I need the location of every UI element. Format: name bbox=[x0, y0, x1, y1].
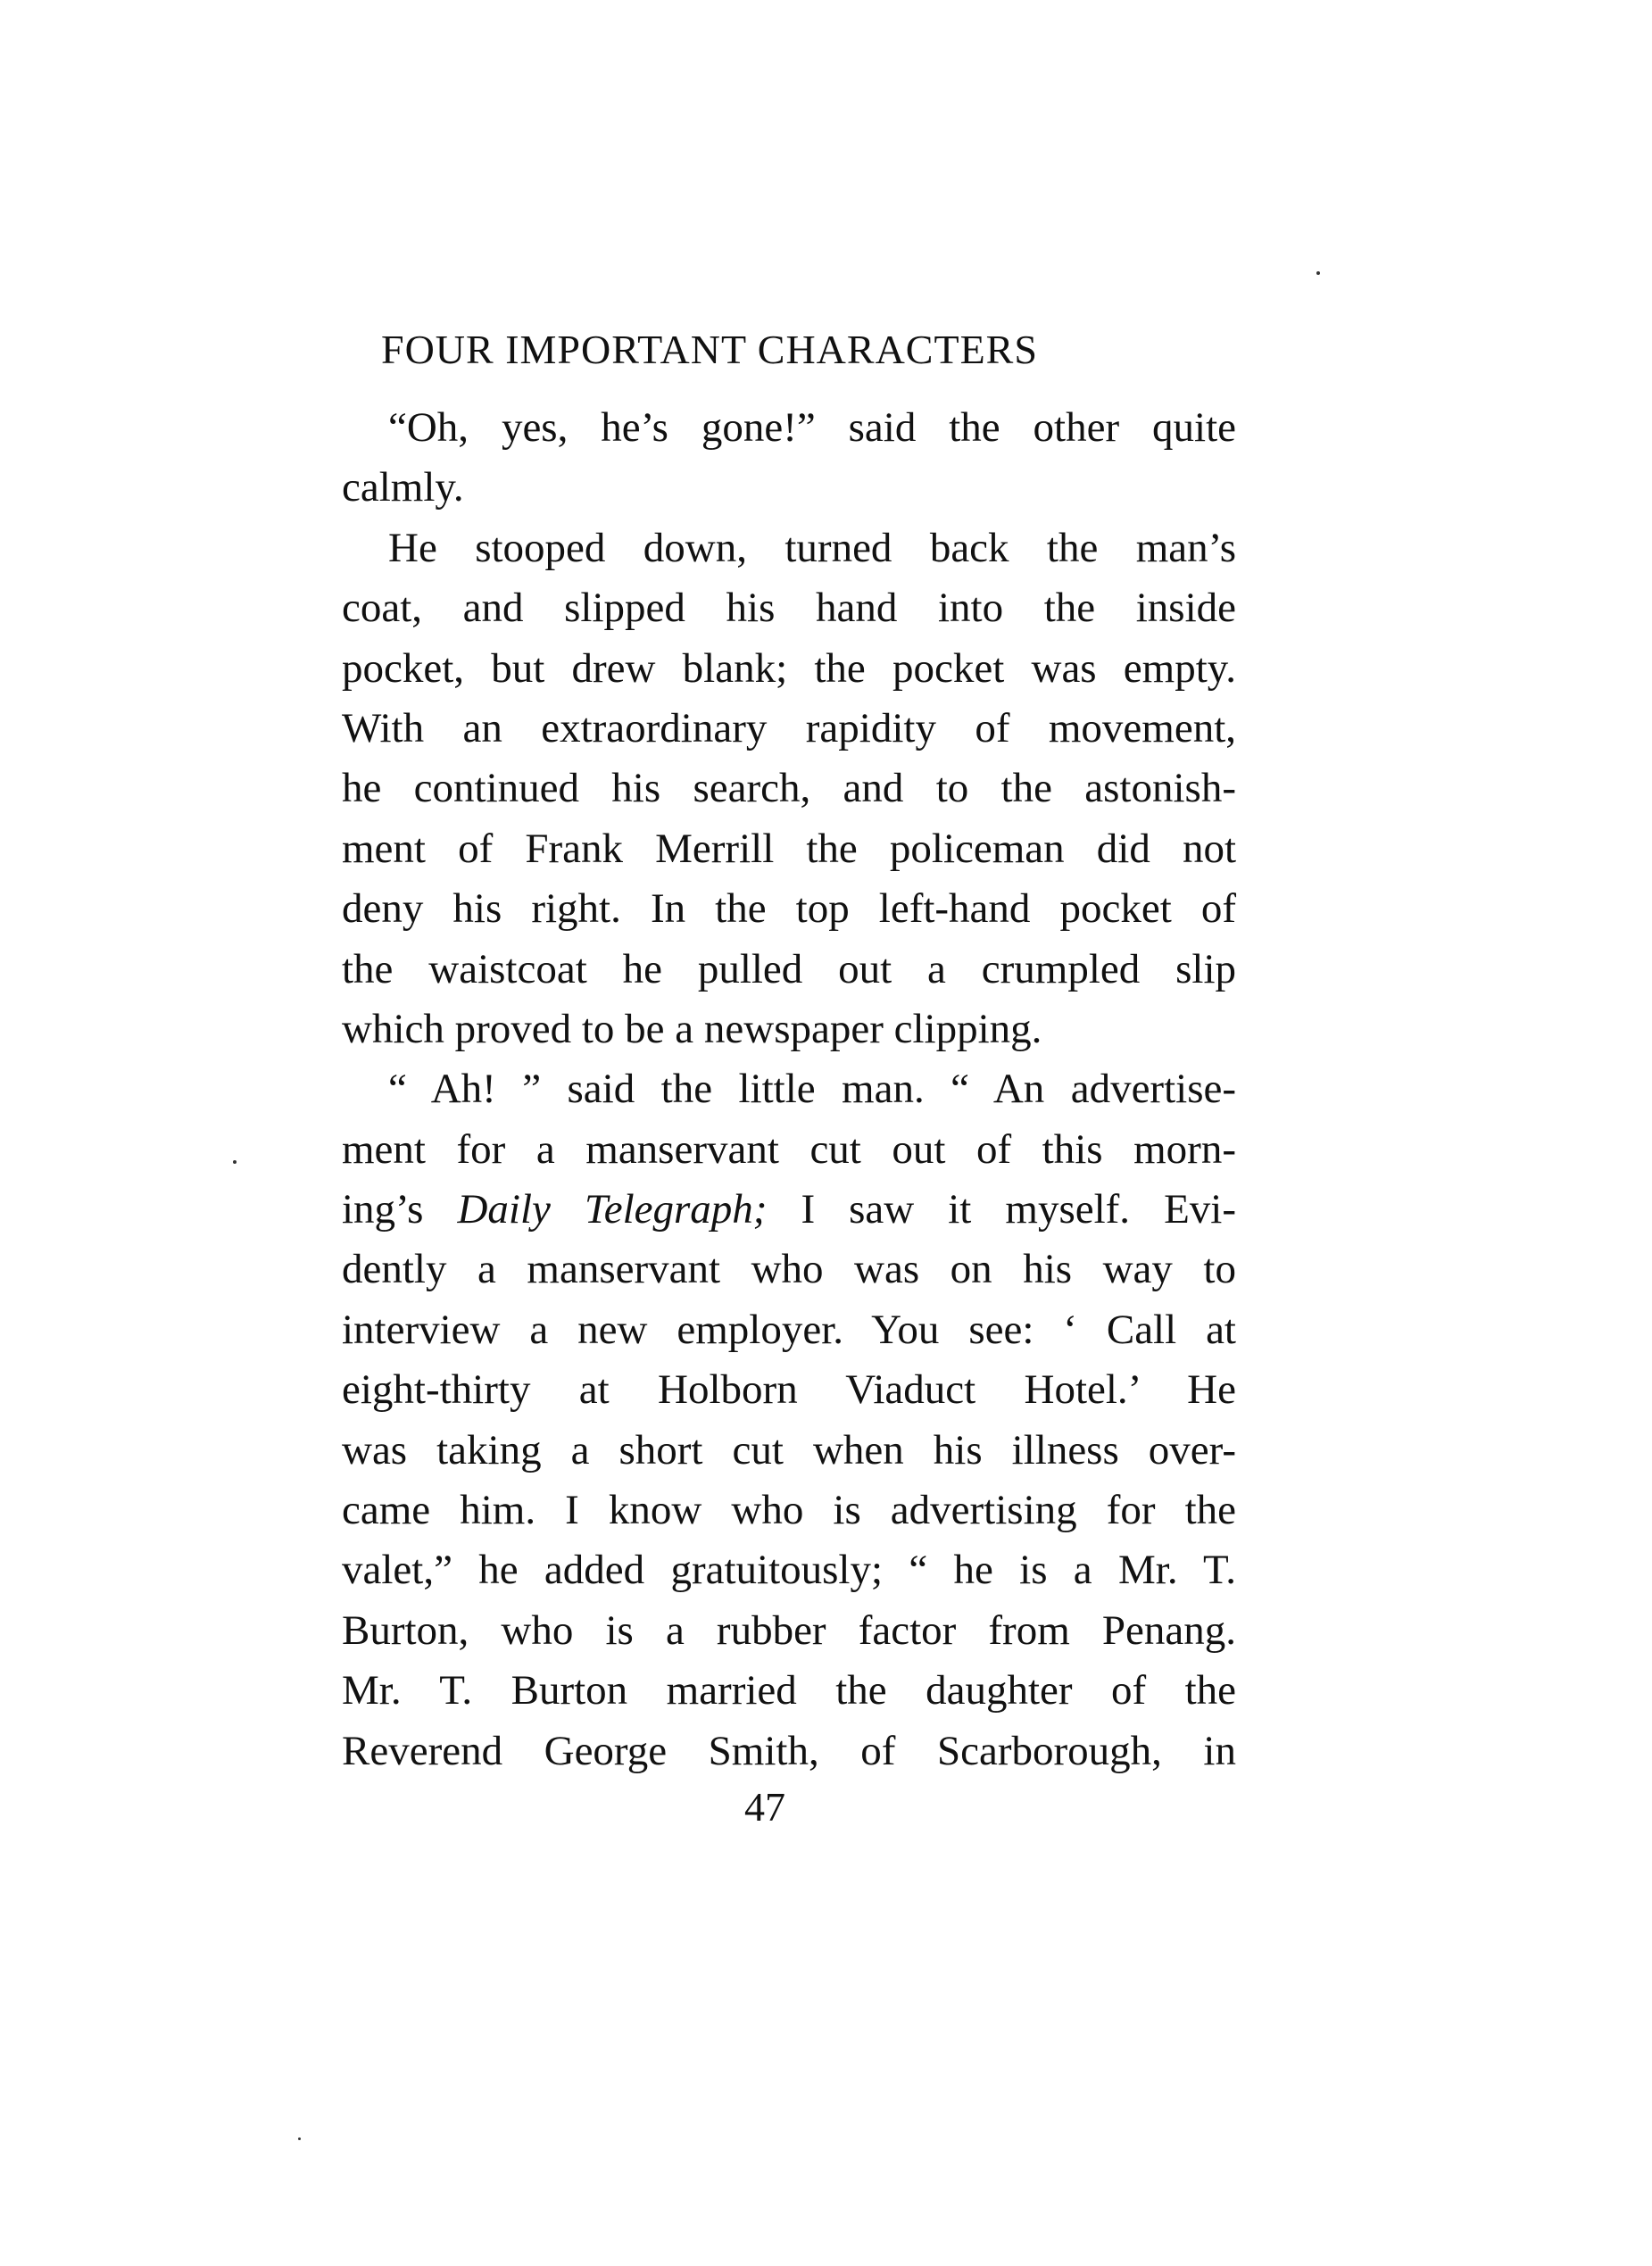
text-line: ment for a manservant cut out of this morn- bbox=[342, 1125, 1236, 1173]
text-line: came him. I know who is advertising for the bbox=[342, 1487, 1236, 1534]
text-line: coat, and slipped his hand into the inside bbox=[342, 585, 1236, 632]
text-line: which proved to be a newspaper clipping. bbox=[342, 1005, 1042, 1052]
text-line: valet,” he added gratuitously; “ he is a Mr. T. bbox=[342, 1547, 1236, 1594]
text-line: Burton, who is a rubber factor from Penang. bbox=[342, 1606, 1236, 1654]
text-line: “ Ah! ” said the little man. “ An advertise- bbox=[388, 1066, 1236, 1113]
text-line: Mr. T. Burton married the daughter of the bbox=[342, 1667, 1236, 1714]
text-segment: I saw it myself. Evi- bbox=[767, 1186, 1236, 1233]
scan-speck bbox=[1316, 271, 1320, 275]
text-line: dently a manservant who was on his way to bbox=[342, 1246, 1236, 1293]
body-text bbox=[342, 398, 1236, 1781]
text-line: the waistcoat he pulled out a crumpled slip bbox=[342, 945, 1236, 992]
text-line: ment of Frank Merrill the policeman did not bbox=[342, 825, 1236, 872]
text-line: eight-thirty at Holborn Viaduct Hotel.’ He bbox=[342, 1366, 1236, 1414]
text-line: was taking a short cut when his illness over- bbox=[342, 1426, 1236, 1473]
running-header: FOUR IMPORTANT CHARACTERS bbox=[381, 327, 1038, 372]
text-line: he continued his search, and to the astonish- bbox=[342, 765, 1236, 812]
text-segment: ing’s bbox=[342, 1186, 458, 1233]
text-line-italic bbox=[342, 1180, 1236, 1240]
text-line: He stooped down, turned back the man’s bbox=[388, 524, 1236, 571]
text-line: deny his right. In the top left-hand pocket of bbox=[342, 885, 1236, 933]
text-line: interview a new employer. You see: ‘ Call at bbox=[342, 1306, 1236, 1353]
text-line: Reverend George Smith, of Scarborough, in bbox=[342, 1727, 1236, 1774]
newspaper-title: Daily Telegraph; bbox=[457, 1186, 768, 1233]
text-line: With an extraordinary rapidity of movement, bbox=[342, 704, 1236, 751]
text-line: calmly. bbox=[342, 464, 464, 511]
scan-speck bbox=[233, 1160, 237, 1164]
page-number: 47 bbox=[744, 1784, 785, 1830]
scan-speck bbox=[298, 2137, 301, 2140]
text-line: pocket, but drew blank; the pocket was empty. bbox=[342, 644, 1236, 692]
text-line: “Oh, yes, he’s gone!” said the other quite bbox=[388, 404, 1236, 451]
